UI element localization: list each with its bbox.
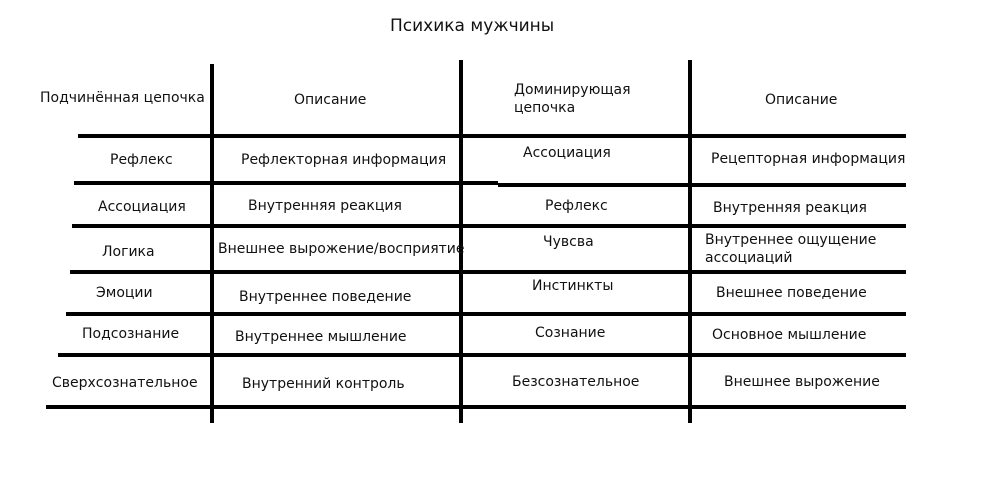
grid-hline-7 bbox=[46, 405, 906, 409]
header-dominant-chain: Доминирующая цепочка bbox=[514, 82, 631, 116]
row6-dom: Безсознательное bbox=[512, 374, 640, 390]
row6-sub-desc: Внутренний контроль bbox=[242, 376, 405, 392]
row4-sub-desc: Внутреннее поведение bbox=[239, 289, 412, 305]
header-description-2: Описание bbox=[765, 92, 838, 108]
row1-dom: Ассоциация bbox=[523, 145, 611, 161]
row5-sub-desc: Внутреннее мышление bbox=[235, 329, 407, 345]
grid-hline-5 bbox=[66, 312, 906, 316]
diagram-title: Психика мужчины bbox=[390, 16, 555, 36]
grid-hline-2a bbox=[74, 181, 498, 185]
row2-sub: Ассоциация bbox=[98, 199, 186, 215]
row1-dom-desc: Рецепторная информация bbox=[711, 151, 906, 167]
row5-sub: Подсознание bbox=[82, 326, 180, 342]
grid-hline-2b bbox=[498, 183, 906, 187]
grid-hline-6 bbox=[58, 353, 906, 357]
row4-sub: Эмоции bbox=[96, 285, 153, 301]
row3-dom: Чувсва bbox=[543, 234, 594, 250]
header-description-1: Описание bbox=[294, 92, 367, 108]
grid-vline-1 bbox=[210, 64, 214, 423]
grid-hline-3 bbox=[72, 224, 906, 228]
header-subordinate-chain: Подчинённая цепочка bbox=[40, 90, 205, 106]
row3-sub-desc: Внешнее вырожение/восприятие bbox=[218, 241, 465, 257]
row3-sub: Логика bbox=[102, 244, 155, 260]
grid-vline-3 bbox=[688, 60, 692, 423]
row2-dom-desc: Внутренняя реакция bbox=[713, 200, 867, 216]
row5-dom: Сознание bbox=[535, 325, 606, 341]
row1-sub: Рефлекс bbox=[110, 152, 173, 168]
row1-sub-desc: Рефлекторная информация bbox=[241, 152, 447, 168]
row4-dom: Инстинкты bbox=[532, 278, 614, 294]
row3-dom-desc: Внутреннее ощущение ассоциаций bbox=[705, 232, 877, 266]
row6-sub: Сверхсознательное bbox=[52, 375, 198, 391]
grid-hline-4 bbox=[70, 270, 906, 274]
row5-dom-desc: Основное мышление bbox=[712, 327, 867, 343]
grid-hline-1 bbox=[78, 134, 906, 138]
row2-sub-desc: Внутренняя реакция bbox=[248, 198, 402, 214]
row2-dom: Рефлекс bbox=[545, 198, 608, 214]
row6-dom-desc: Внешнее вырожение bbox=[724, 374, 880, 390]
row4-dom-desc: Внешнее поведение bbox=[716, 285, 867, 301]
